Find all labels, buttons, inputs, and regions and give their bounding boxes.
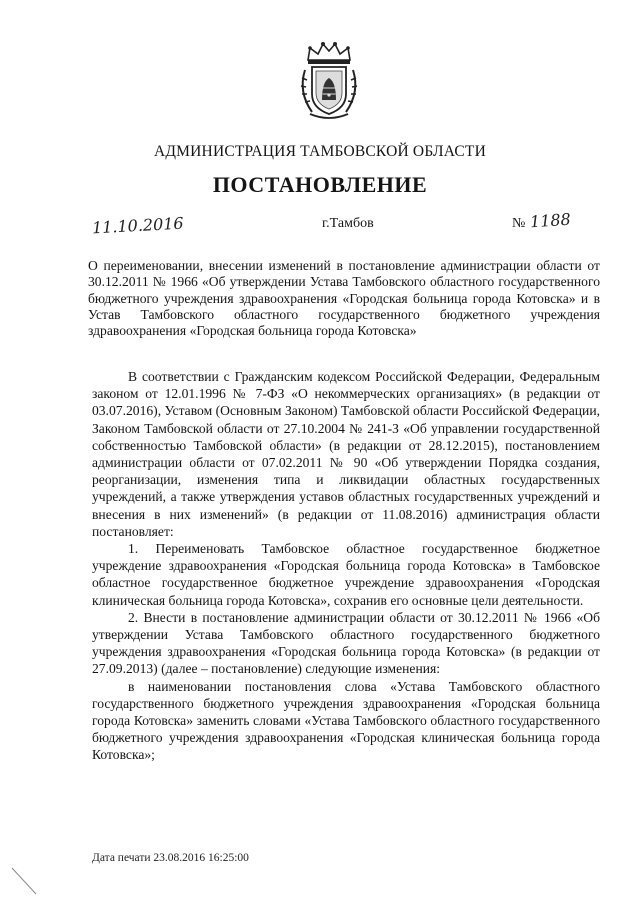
clause-2-subparagraph: в наименовании постановления слова «Устава Тамбовского областного государственного бюджетного учреждения здравоохранения «Городская больница города Котовска» заменить словами «Устава Тамбовского областного государственного бюджетного учреждения здравоохранения «Городская клиническая больница города Котовска»; [92, 678, 600, 763]
handwritten-date: 11.10.2016 [91, 213, 185, 238]
handwritten-document-number: 1188 [529, 209, 572, 232]
preamble-paragraph: В соответствии с Гражданским кодексом Российской Федерации, Федеральным законом от 12.01.1996 № 7-ФЗ «О некоммерческих организациях» (в редакции от 03.07.2016), Уставом (Основным Законом) Тамбовской области Российской Федерации, Законом Тамбовской области от 27.10.2004 № 241-З «Об управлении государственной собственностью Тамбовской области» (в редакции от 28.12.2015), постановлением администрации области от 07.02.2011 № 90 «Об утверждении Порядка создания, реорганизации, изменения типа и ликвидации областных государственных учреждений, а также утверждения уставов областных государственных учреждений и внесения в них изменений» (в редакции от 11.08.2016) администрация области постановляет: [92, 369, 600, 539]
print-date-footer: Дата печати 23.08.2016 16:25:00 [92, 852, 249, 864]
organization-name: АДМИНИСТРАЦИЯ ТАМБОВСКОЙ ОБЛАСТИ [154, 143, 486, 160]
number-sign: № [512, 216, 526, 231]
document-subject: О переименовании, внесении изменений в постановление администрации области от 30.12.2011 № 1966 «Об утверждении Устава Тамбовского областного государственного бюджетного учреждения здравоохранения «Городская больница города Котовска» и в Устав Тамбовского областного государственного бюджетного учреждения здравоохранения «Городская больница города Котовска» [88, 258, 600, 339]
scan-artifact-line [10, 866, 40, 896]
tambov-coat-of-arms-emblem [296, 40, 362, 122]
document-type-title: ПОСТАНОВЛЕНИЕ [212, 172, 428, 197]
clause-2-paragraph: 2. Внести в постановление администрации области от 30.12.2011 № 1966 «Об утверждении Устава Тамбовского областного государственного бюджетного учреждения здравоохранения «Городская больница города Котовска» (в редакции от 27.09.2013) (далее – постановление) следующие изменения: [92, 609, 600, 677]
city-label: г.Тамбов [322, 216, 374, 231]
document-body [92, 368, 600, 764]
clause-1-paragraph: 1. Переименовать Тамбовское областное государственное бюджетное учреждение здравоохранения «Городская больница города Котовска» в Тамбовское областное государственное бюджетное учреждение здравоохранения «Городская клиническая больница города Котовска», сохранив его основные цели деятельности. [92, 541, 600, 608]
